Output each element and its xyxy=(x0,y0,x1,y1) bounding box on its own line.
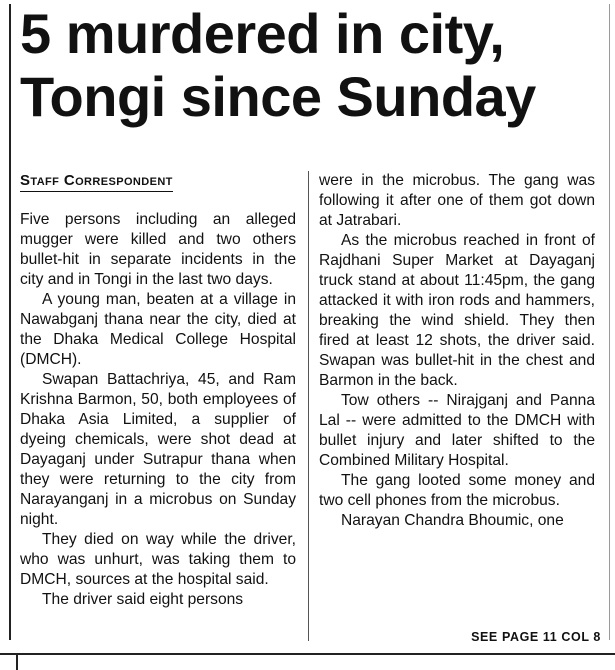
paragraph: Tow others -- Nirajganj and Panna Lal -- were admitted to the DMCH with bullet injury and later shifted to the Combined Military Hospital. xyxy=(319,392,595,469)
paragraph: Five persons including an alleged mugger were killed and two others bullet-hit in separate incidents in the city and in Tongi in the last two days. xyxy=(20,211,296,288)
paragraph: Swapan Battachriya, 45, and Ram Krishna Barmon, 50, both employees of Dhaka Asia Limited, a supplier of dyeing chemicals, were shot dead at Dayaganj under Sutrapur thana when they were returning to the city from Narayanganj in a microbus on Sunday night. xyxy=(20,371,296,528)
paragraph: were in the microbus. The gang was following it after one of them got down at Jatrabari. xyxy=(319,172,595,229)
paragraph: The gang looted some money and two cell phones from the microbus. xyxy=(319,472,595,509)
headline-line-2: Tongi since Sunday xyxy=(20,65,536,128)
byline: Staff Correspondent xyxy=(20,171,173,192)
paragraph: They died on way while the driver, who was unhurt, was taking them to DMCH, sources at the hospital said. xyxy=(20,531,296,588)
continued-on-page-label: SEE PAGE 11 COL 8 xyxy=(471,630,601,644)
paragraph: A young man, beaten at a village in Nawabganj thana near the city, died at the Dhaka Medical College Hospital (DMCH). xyxy=(20,291,296,368)
column-divider xyxy=(308,171,309,641)
article-column-left xyxy=(20,171,296,610)
paragraph: As the microbus reached in front of Rajdhani Super Market at Dayaganj truck stand at about 11:45pm, the gang attacked it with iron rods and hammers, breaking the wind shield. They then fired at least 12 shots, the driver said. Swapan was bullet-hit in the chest and Barmon in the back. xyxy=(319,232,595,389)
article-column-right xyxy=(319,171,595,531)
bottom-border-rule xyxy=(0,653,615,655)
headline xyxy=(20,2,610,128)
paragraph: Narayan Chandra Bhoumic, one xyxy=(341,512,564,529)
headline-line-1: 5 murdered in city, xyxy=(20,2,505,65)
paragraph: The driver said eight persons xyxy=(42,591,244,608)
left-border-rule xyxy=(9,4,11,640)
bottom-corner-rule xyxy=(16,655,18,670)
